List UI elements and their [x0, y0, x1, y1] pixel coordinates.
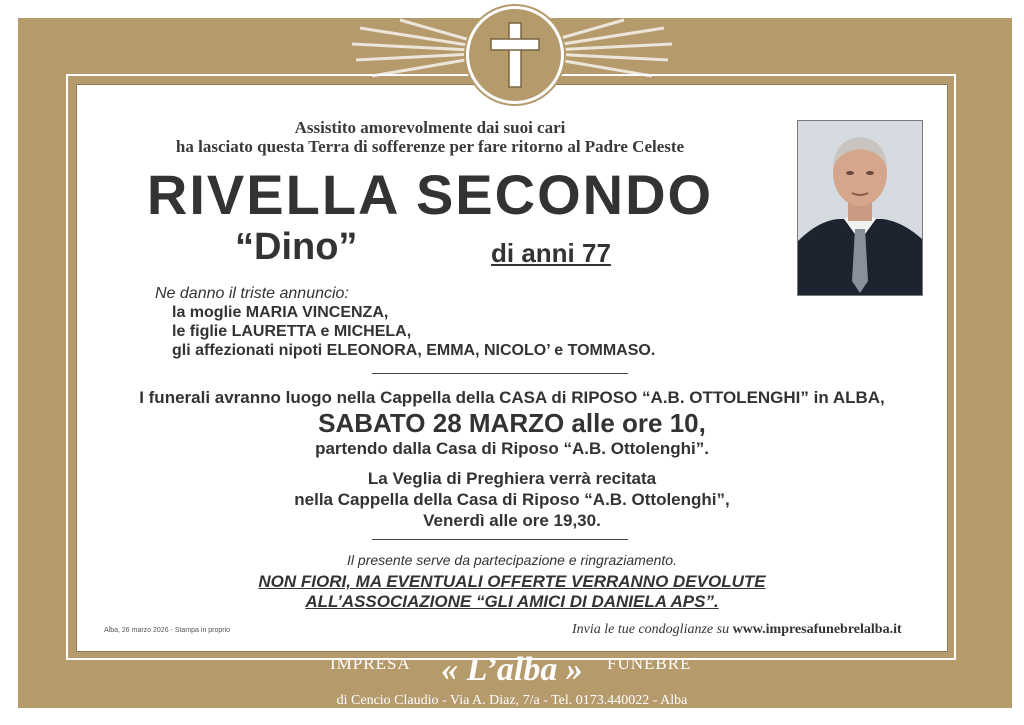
condolence-line [572, 622, 902, 638]
family-conjunction: e [549, 342, 568, 359]
intro-line-1: Assistito amorevolmente dai suoi cari [294, 118, 566, 137]
company-address: di Cencio Claudio - Via A. Diaz, 7/a - Tel. 0173.440022 - Alba [336, 693, 688, 708]
deceased-age: di anni 77 [491, 238, 611, 268]
vigil-line-2: nella Cappella della Casa di Riposo “A.B. Ottolenghi”, [294, 490, 730, 509]
family-line [172, 304, 388, 322]
vigil-line-1: La Veglia di Preghiera verrà recitata [367, 469, 657, 488]
company-label-left: IMPRESA [330, 654, 411, 673]
divider [372, 539, 628, 540]
family-names: MARIA VINCENZA, [245, 304, 389, 321]
condolence-prefix: Invia le tue condoglianze su [572, 622, 733, 637]
family-relation: la moglie [172, 304, 246, 321]
company-label-right: FUNEBRE [607, 654, 692, 673]
company-logo: « L’alba » [441, 651, 583, 688]
family-line [172, 342, 655, 360]
divider [372, 373, 628, 374]
deceased-name: RIVELLA SECONDO [146, 163, 714, 226]
portrait-photo [797, 120, 923, 296]
family-names: LAURETTA [231, 323, 317, 340]
family-names: TOMMASO. [567, 342, 656, 359]
funeral-departure: partendo dalla Casa di Riposo “A.B. Ottolenghi”. [315, 439, 709, 458]
family-line [172, 323, 411, 341]
flowers-note-1: NON FIORI, MA EVENTUALI OFFERTE VERRANNO DEVOLUTE [258, 572, 766, 591]
deceased-nickname: “Dino” [235, 226, 358, 268]
family-names: ELEONORA, EMMA, NICOLO’ [326, 342, 550, 359]
announcement-heading: Ne danno il triste annuncio: [155, 285, 349, 302]
condolence-website[interactable]: www.impresafunebrelalba.it [732, 622, 902, 637]
family-relation: gli affezionati nipoti [172, 342, 327, 359]
cross-icon [469, 9, 561, 101]
funeral-date: SABATO 28 MARZO alle ore 10, [318, 408, 706, 438]
flowers-note-2: ALL’ASSOCIAZIONE “GLI AMICI DI DANIELA APS”. [305, 592, 719, 611]
intro-line-2: ha lasciato questa Terra di sofferenze per fare ritorno al Padre Celeste [175, 137, 685, 156]
print-note: Alba, 26 marzo 2026 - Stampa in proprio [104, 627, 231, 634]
funeral-location: I funerali avranno luogo nella Cappella della CASA di RIPOSO “A.B. OTTOLENGHI” in ALBA, [139, 388, 885, 407]
family-relation: le figlie [172, 323, 232, 340]
vigil-line-3: Venerdì alle ore 19,30. [423, 511, 601, 530]
family-names: MICHELA, [333, 323, 412, 340]
family-conjunction: e [316, 323, 334, 340]
cross-medallion [466, 6, 564, 104]
thanks-note: Il presente serve da partecipazione e ringraziamento. [347, 552, 677, 568]
